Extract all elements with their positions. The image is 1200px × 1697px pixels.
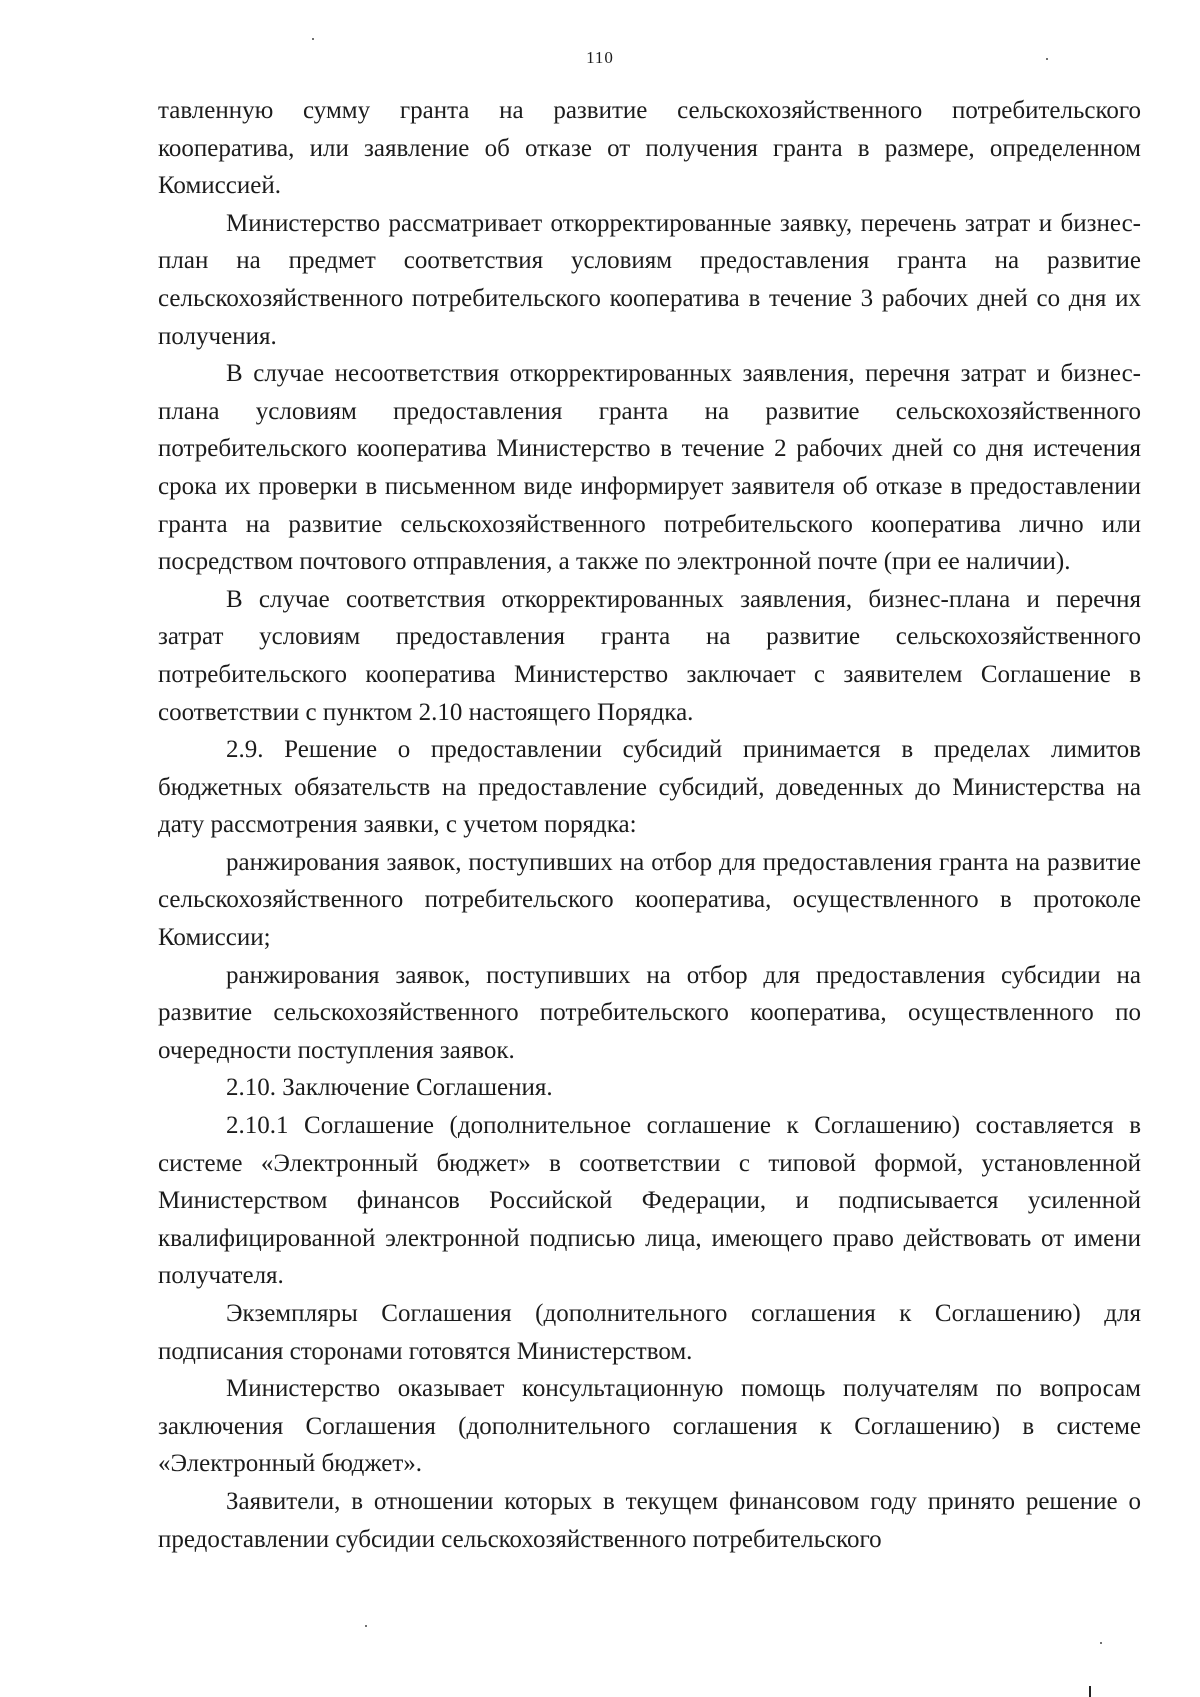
paragraph-section-2-10-1: 2.10.1 Соглашение (дополнительное соглашение к Соглашению) составляется в системе «Электронный бюджет» в соответствии с типовой формой, установленной Министерством финансов Российской Федерации, и подписывается усиленной квалифицированной электронной подписью лица, имеющего право действовать от имени получателя. (158, 1112, 1141, 1290)
paragraph-nonconformity: В случае несоответствия откорректированных заявления, перечня затрат и бизнес-плана условиям предоставления гранта на развитие сельскохозяйственного потребительского кооператива Министерство в течение 2 рабочих дней со дня истечения срока их проверки в письменном виде информирует заявителя об отказе в предоставлении гранта на развитие сельскохозяйственного потребительского кооператива лично или посредством почтового отправления, а также по электронной почте (при ее наличии). (158, 360, 1141, 576)
scan-speck (1100, 1642, 1102, 1644)
paragraph-continuation: тавленную сумму гранта на развитие сельскохозяйственного потребительского кооператива, или заявление об отказе от получения гранта в размере, определенном Комиссией. (158, 97, 1141, 200)
paragraph-ranking-grant: ранжирования заявок, поступивших на отбор для предоставления гранта на развитие сельскохозяйственного потребительского кооператива, осуществленного в протоколе Комиссии; (158, 848, 1141, 952)
paragraph-conformity: В случае соответствия откорректированных заявления, бизнес-плана и перечня затрат условиям предоставления гранта на развитие сельскохозяйственного потребительского кооператива Министерство заключает с заявителем Соглашение в соответствии с пунктом 2.10 настоящего Порядка. (158, 585, 1141, 726)
scan-speck (1046, 58, 1048, 60)
paragraph-section-2-10: 2.10. Заключение Соглашения. (226, 1074, 553, 1102)
paragraph-applicants: Заявители, в отношении которых в текущем финансовом году принято решение о предоставлении субсидии сельскохозяйственного потребительского (158, 1487, 1141, 1553)
scan-speck (312, 38, 314, 40)
scan-speck (365, 1625, 367, 1627)
document-body (158, 92, 1141, 1558)
paragraph-ranking-subsidy: ранжирования заявок, поступивших на отбор для предоставления субсидии на развитие сельскохозяйственного потребительского кооператива, осуществленного по очередности поступления заявок. (158, 961, 1141, 1064)
paragraph-consultation: Министерство оказывает консультационную помощь получателям по вопросам заключения Соглашения (дополнительного соглашения к Соглашению) в системе «Электронный бюджет». (158, 1375, 1141, 1478)
scan-edge-mark (1089, 1686, 1091, 1697)
paragraph-section-2-9: 2.9. Решение о предоставлении субсидий принимается в пределах лимитов бюджетных обязательств на предоставление субсидий, доведенных до Министерства на дату рассмотрения заявки, с учетом порядка: (158, 736, 1141, 839)
paragraph-ministry-review: Министерство рассматривает откорректированные заявку, перечень затрат и бизнес-план на предмет соответствия условиям предоставления гранта на развитие сельскохозяйственного потребительского кооператива в течение 3 рабочих дней со дня их получения. (158, 209, 1141, 350)
page-number: 110 (586, 48, 614, 67)
paragraph-copies: Экземпляры Соглашения (дополнительного соглашения к Соглашению) для подписания сторонами готовятся Министерством. (158, 1300, 1141, 1365)
